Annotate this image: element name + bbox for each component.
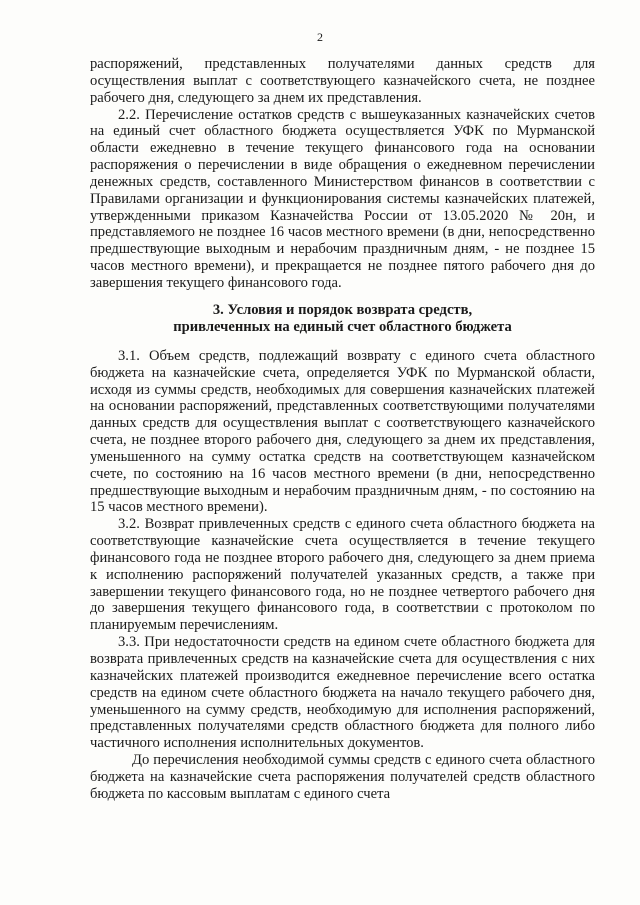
paragraph-continuation: распоряжений, представленных получателями данных средств для осуществления выплат с соответствующего казначейского счета, не позднее рабочего дня, следующего за днем их представления. xyxy=(90,56,595,106)
paragraph-2-2: 2.2. Перечисление остатков средств с вышеуказанных казначейских счетов на единый счет областного бюджета осуществляется УФК по Мурманской области ежедневно в течение текущего финансового года на основании распоряжения о перечислении в виде обращения о ежедневном перечислении денежных средств, составленного Министерством финансов в соответствии с Правилами организации и функционирования системы казначейских платежей, утвержденными приказом Казначейства России от 13.05.2020 № 20н, и представляемого не позднее 16 часов местного времени (в дни, непосредственно предшествующие выходным и нерабочим праздничным дням, - не позднее 15 часов местного времени), и прекращается не позднее пятого рабочего дня до завершения текущего финансового года. xyxy=(90,106,595,291)
document-body xyxy=(90,56,595,803)
page-number: 2 xyxy=(317,30,323,44)
paragraph-3-2: 3.2. Возврат привлеченных средств с единого счета областного бюджета на соответствующие казначейские счета осуществляется в течение текущего финансового года не позднее второго рабочего дня, следующего за днем приема к исполнению распоряжений получателей указанных средств, а также при завершении текущего финансового года, но не позднее четвертого рабочего дня до завершения текущего финансового года, в соответствии с протоколом по планируемым перечислениям. xyxy=(90,516,595,634)
paragraph-final: До перечисления необходимой суммы средств с единого счета областного бюджета на казначейские счета распоряжения получателей средств областного бюджета по кассовым выплатам с единого счета xyxy=(90,752,595,802)
paragraph-3-3: 3.3. При недостаточности средств на едином счете областного бюджета для возврата привлеченных средств на казначейские счета для осуществления с них казначейских платежей производится ежедневное перечисление всего остатка средств на едином счете областного бюджета на начало текущего рабочего дня, уменьшенного на сумму средств, необходимую для исполнения распоряжений, представленных получателями средств областного бюджета для полного либо частичного исполнения исполнительных документов. xyxy=(90,634,595,752)
section-heading-line-1: 3. Условия и порядок возврата средств, xyxy=(212,301,473,318)
section-heading-line-2: привлеченных на единый счет областного бюджета xyxy=(173,318,512,335)
section-heading xyxy=(90,302,595,336)
paragraph-3-1: 3.1. Объем средств, подлежащий возврату с единого счета областного бюджета на казначейские счета, определяется УФК по Мурманской области, исходя из суммы средств, необходимых для совершения казначейских платежей на основании распоряжений, представленных соответствующими получателями данных средств для осуществления выплат с соответствующего казначейского счета, не позднее второго рабочего дня, следующего за днем их представления, уменьшенного на сумму остатка средств на соответствующем казначейском счете, по состоянию на 16 часов местного времени (в дни, непосредственно предшествующие выходным и нерабочим праздничным дням, - по состоянию на 15 часов местного времени). xyxy=(90,347,595,516)
